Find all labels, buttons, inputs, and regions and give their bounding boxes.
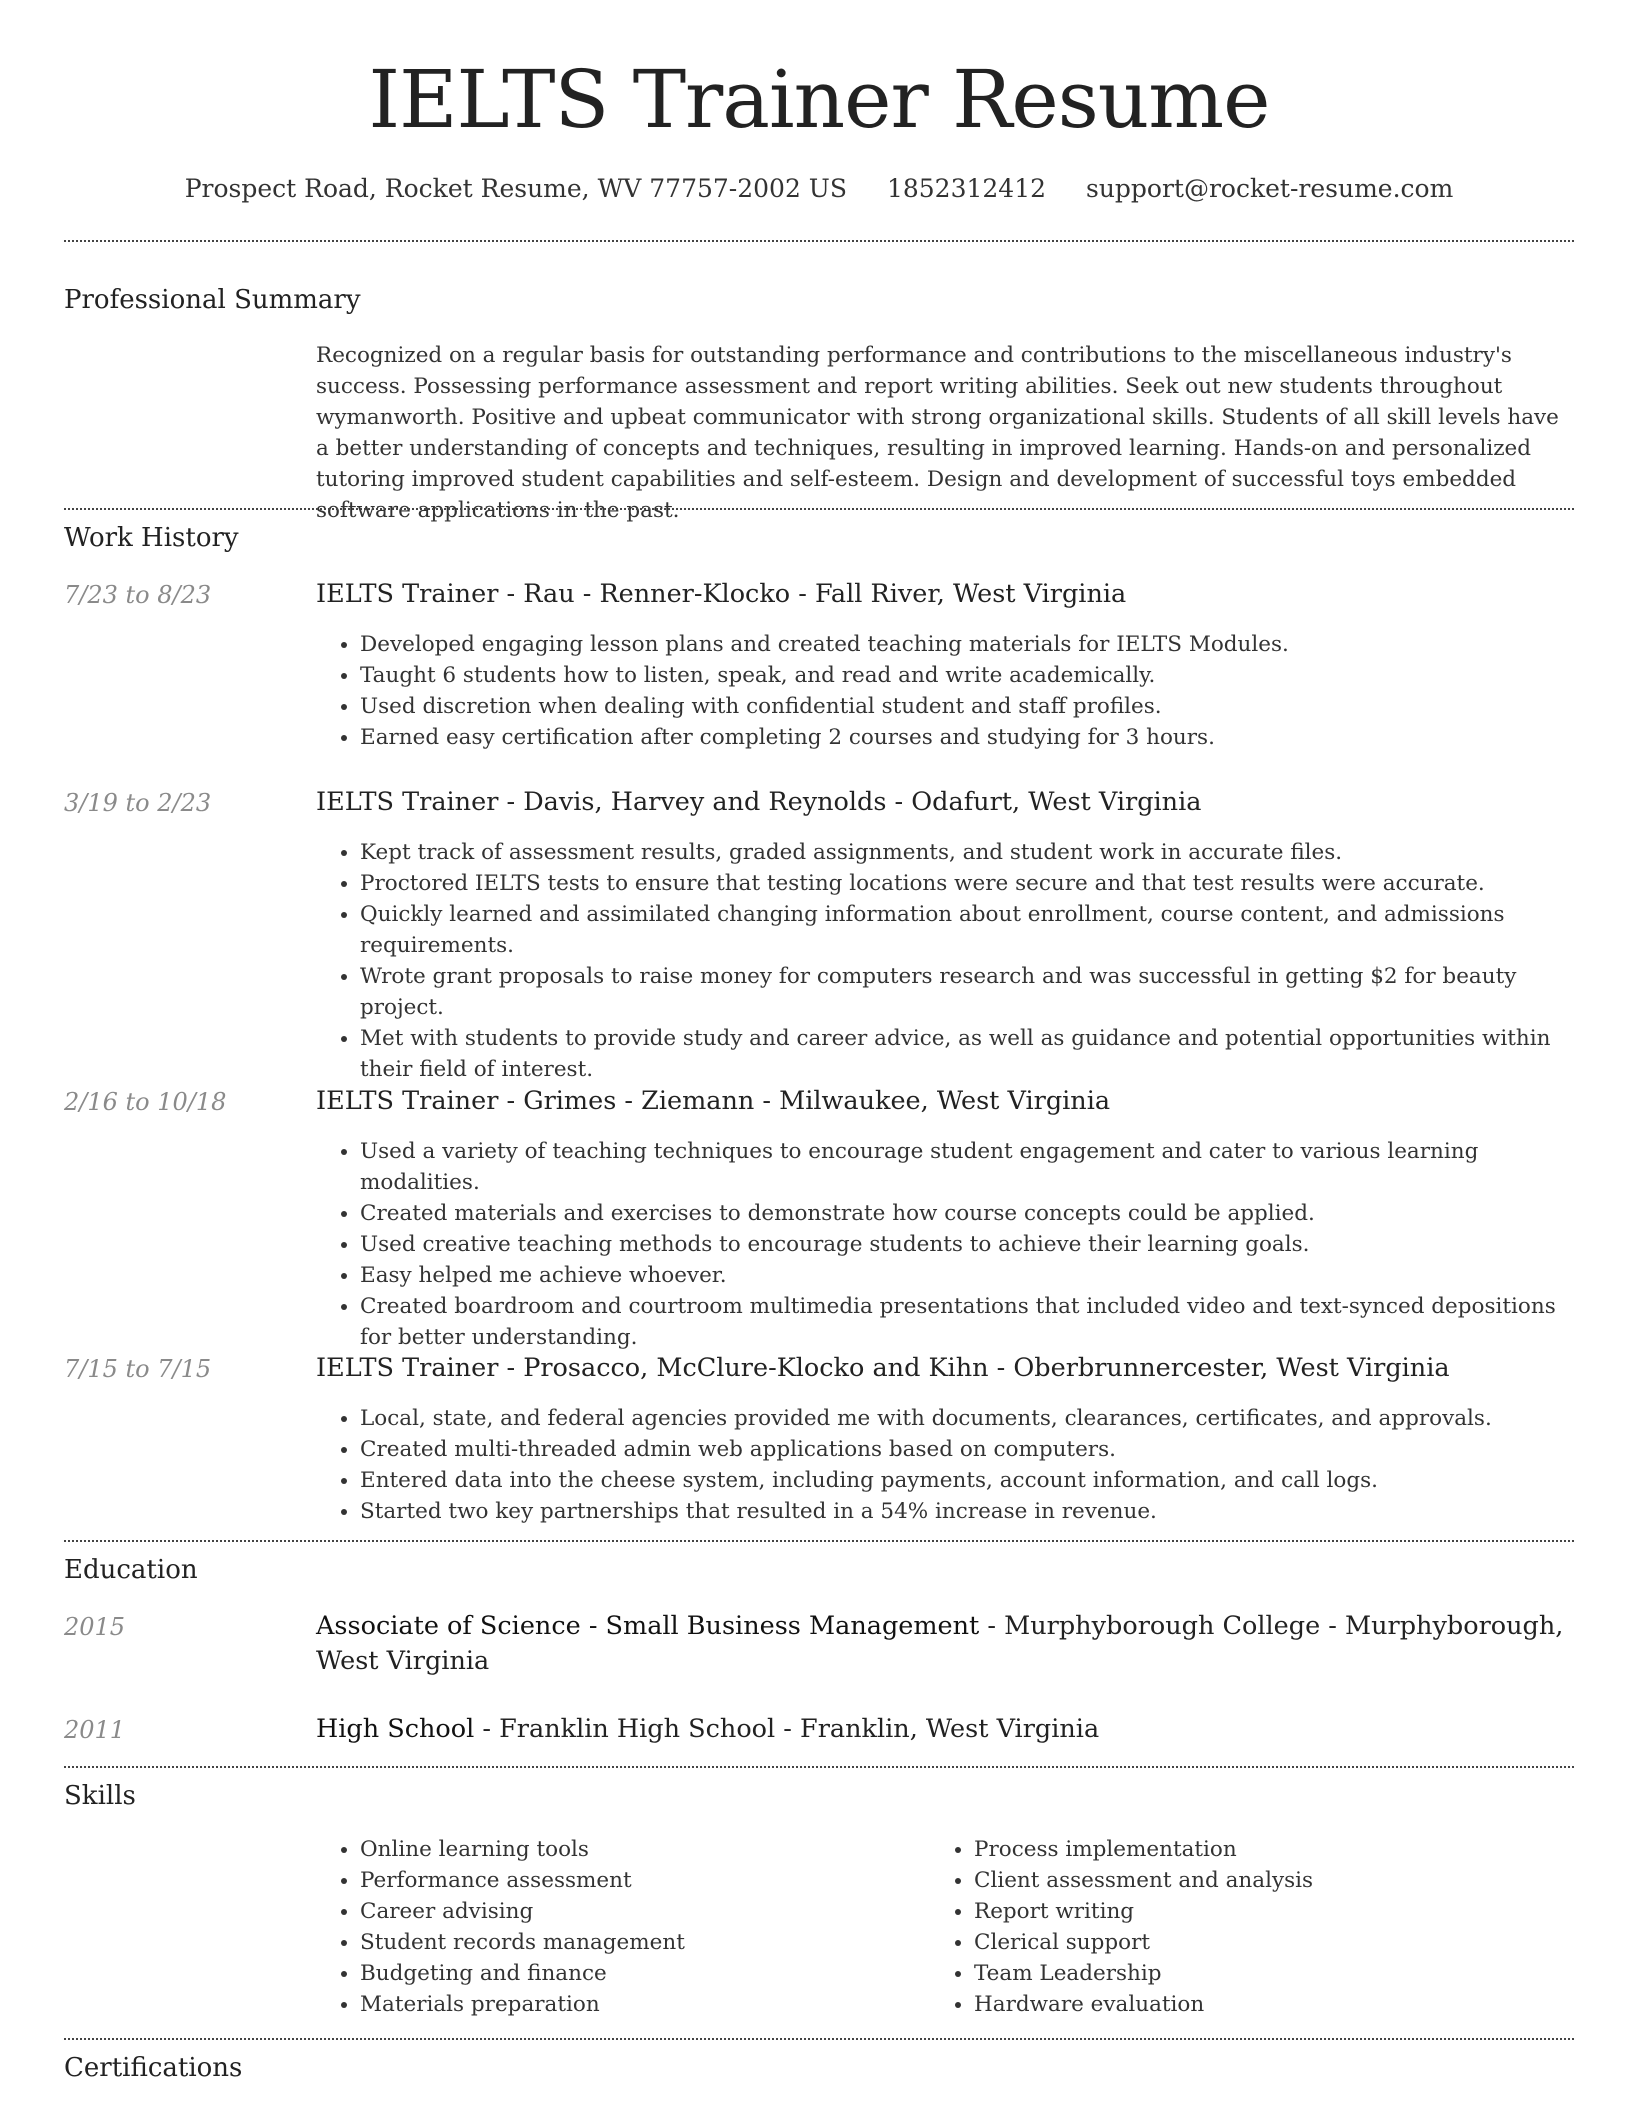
job-bullets (316, 837, 1574, 1085)
education-entry (316, 1712, 1574, 1747)
job-bullet: • Proctored IELTS tests to ensure that testing locations were secure and that test results were accurate. (360, 868, 1574, 899)
job-bullet: • Created multi-threaded admin web applications based on computers. (360, 1434, 1574, 1465)
job-bullet: • Local, state, and federal agencies provided me with documents, clearances, certificates, and approvals. (360, 1403, 1574, 1434)
job-bullet: • Created materials and exercises to demonstrate how course concepts could be applied. (360, 1198, 1574, 1229)
skill-item: • Hardware evaluation (974, 1989, 1530, 2020)
section-title-skills: Skills (64, 1781, 136, 1811)
job-bullet: • Started two key partnerships that resulted in a 54% increase in revenue. (360, 1496, 1574, 1527)
education-degree: High School (316, 1714, 475, 1744)
skill-item: • Report writing (974, 1896, 1530, 1927)
skill-item: • Student records management (360, 1927, 916, 1958)
job-bullet: • Met with students to provide study and career advice, as well as guidance and potential opportunities within their field of interest. (360, 1023, 1574, 1085)
job-title: IELTS Trainer - Prosacco, McClure-Klocko and Kihn - Oberbrunnercester, West Virginia (316, 1353, 1450, 1383)
skill-item: • Online learning tools (360, 1834, 916, 1865)
divider (64, 2038, 1574, 2040)
education-year: 2015 (64, 1613, 126, 1641)
skill-item: • Clerical support (974, 1927, 1530, 1958)
job-bullet: • Developed engaging lesson plans and created teaching materials for IELTS Modules. (360, 629, 1574, 660)
job-bullet: • Created boardroom and courtroom multimedia presentations that included video and text-synced depositions for better understanding. (360, 1291, 1574, 1353)
job-title: IELTS Trainer - Rau - Renner-Klocko - Fall River, West Virginia (316, 579, 1127, 609)
divider (64, 1540, 1574, 1542)
skill-item: • Performance assessment (360, 1865, 916, 1896)
job-bullets (316, 1403, 1574, 1527)
education-school: - Franklin High School - Franklin, West Virginia (474, 1714, 1100, 1744)
education-entry (316, 1609, 1574, 1679)
job-dates: 7/23 to 8/23 (64, 581, 212, 609)
divider (64, 1766, 1574, 1768)
contact-line (64, 172, 1574, 206)
skill-item: • Budgeting and finance (360, 1958, 916, 1989)
skill-item: • Career advising (360, 1896, 916, 1927)
section-title-summary: Professional Summary (64, 285, 361, 315)
education-year: 2011 (64, 1716, 126, 1744)
skill-item: • Team Leadership (974, 1958, 1530, 1989)
skill-item: • Materials preparation (360, 1989, 916, 2020)
section-title-education: Education (64, 1555, 198, 1585)
skills-list-left (316, 1834, 916, 2020)
contact-address: Prospect Road, Rocket Resume, WV 77757-2002 US (184, 174, 848, 203)
job-bullet: • Kept track of assessment results, graded assignments, and student work in accurate files. (360, 837, 1574, 868)
job-bullet: • Taught 6 students how to listen, speak, and read and write academically. (360, 660, 1574, 691)
education-degree: Associate of Science - Small Business Management (316, 1611, 980, 1641)
section-title-certifications: Certifications (64, 2053, 243, 2083)
skill-item: • Client assessment and analysis (974, 1865, 1530, 1896)
job-title: IELTS Trainer - Davis, Harvey and Reynolds - Odafurt, West Virginia (316, 787, 1202, 817)
job-bullet: • Used a variety of teaching techniques to encourage student engagement and cater to various learning modalities. (360, 1136, 1574, 1198)
job-title: IELTS Trainer - Grimes - Ziemann - Milwaukee, West Virginia (316, 1086, 1111, 1116)
job-dates: 7/15 to 7/15 (64, 1355, 212, 1383)
job-bullets (316, 1136, 1574, 1353)
skill-item: • Process implementation (974, 1834, 1530, 1865)
job-bullet: • Used discretion when dealing with confidential student and staff profiles. (360, 691, 1574, 722)
job-bullet: • Entered data into the cheese system, including payments, account information, and call logs. (360, 1465, 1574, 1496)
summary-text: Recognized on a regular basis for outstanding performance and contributions to the miscellaneous industry's success. Possessing performance assessment and report writing abilities. Seek out new students throughout wymanworth. Positive and upbeat communicator with strong organizational skills. Students of all skill levels have a better understanding of concepts and techniques, resulting in improved learning. Hands-on and personalized tutoring improved student capabilities and self-esteem. Design and development of successful toys embedded software applications in the past. (316, 343, 1559, 523)
resume-title: IELTS Trainer Resume (368, 53, 1270, 146)
section-title-work: Work History (64, 523, 239, 553)
divider (64, 508, 1574, 510)
job-bullet: • Wrote grant proposals to raise money for computers research and was successful in getting $2 for beauty project. (360, 961, 1574, 1023)
divider (64, 240, 1574, 242)
job-bullet: • Quickly learned and assimilated changing information about enrollment, course content, and admissions requirements. (360, 899, 1574, 961)
job-dates: 3/19 to 2/23 (64, 789, 212, 817)
job-bullet: • Easy helped me achieve whoever. (360, 1260, 1574, 1291)
education-school: - Murphyborough College - Murphyborough, West Virginia (316, 1611, 1564, 1676)
skills-list-right (930, 1834, 1530, 2020)
job-dates: 2/16 to 10/18 (64, 1088, 227, 1116)
job-bullet: • Earned easy certification after completing 2 courses and studying for 3 hours. (360, 722, 1574, 753)
contact-phone: 1852312412 (886, 174, 1047, 203)
job-bullets (316, 629, 1574, 753)
contact-email[interactable]: support@rocket-resume.com (1085, 174, 1454, 203)
job-bullet: • Used creative teaching methods to encourage students to achieve their learning goals. (360, 1229, 1574, 1260)
